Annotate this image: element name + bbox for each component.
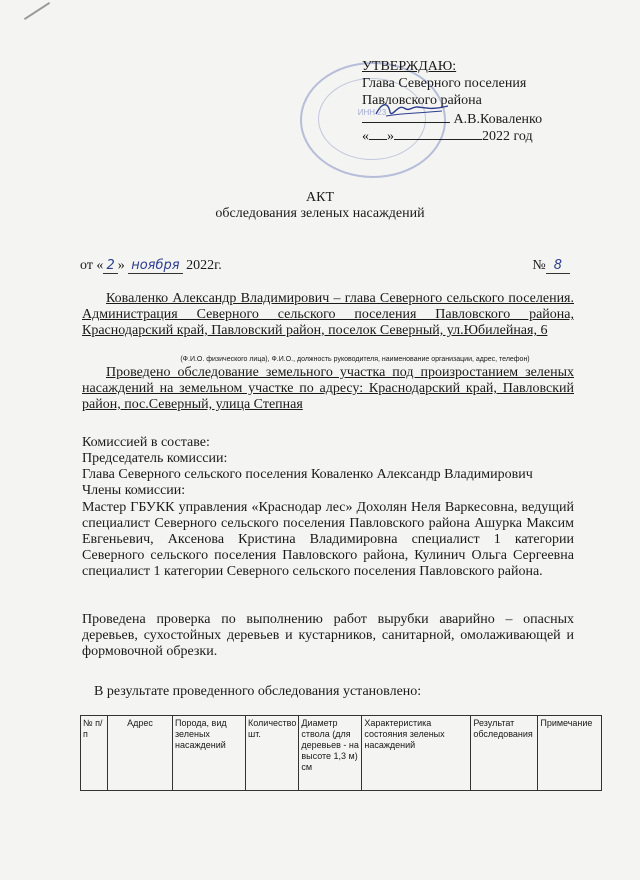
commission-members: Мастер ГБУКК управления «Краснодар лес» Дохолян Неля Варкесовна, ведущий специалист Северного сельского поселения Павловского района Ашурка Максим Евгеньевич, Аксенова Кристина Владимировна специалист 1 категории Северного сельского поселения Павловского района, Кулинич Ольга Сергеевна специалист 1 категории Северного сельского поселения Павловского района. [82,500,574,579]
header-species: Порода, вид зеленых насаждений [173,716,246,791]
approval-signer: А.В.Коваленко [453,112,543,127]
date-year: 2022г. [186,258,222,273]
header-number: № п/п [81,716,108,791]
date-prefix: от « [80,258,104,273]
stamp-text: ИНН 23 [357,108,387,117]
number-value: 8 [546,258,570,274]
check-paragraph: Проведена проверка по выполнению работ вырубки аварийно – опасных деревьев, сухостойных деревьев и кустарников, санитарной, омолаживающей и формовочной обрезки. [82,612,574,659]
date-close-quote: » [387,129,394,144]
date-month: ноября [128,258,182,274]
date-number-line [80,258,570,274]
approval-year: 2022 год [482,129,533,144]
header-condition: Характеристика состояния зеленых насаждений [362,716,471,791]
commission-block [82,435,582,499]
handwritten-signature [372,98,452,120]
header-result: Результат обследования [471,716,538,791]
inspection-paragraph: Проведено обследование земельного участка под произростанием зеленых насаждений на земельном участке по адресу: Краснодарский край, Павловский район, пос.Северный, улица Степная [82,365,574,412]
commission-chair-label: Председатель комиссии: [82,451,228,466]
header-diameter: Диаметр ствола (для деревьев - на высоте 1,3 м) см [299,716,362,791]
commission-chair: Глава Северного сельского поселения Коваленко Александр Владимирович [82,467,533,482]
commission-members-label: Члены комиссии: [82,483,186,498]
commission-title: Комиссией в составе: [82,435,210,450]
table-header-row [81,716,602,791]
date-day: 2 [103,258,117,274]
approval-date-line [362,128,622,145]
result-intro: В результате проведенного обследования установлено: [94,684,422,699]
header-address: Адрес [108,716,173,791]
document-number [532,258,570,274]
document-title: АКТ [306,190,334,205]
approval-line1: Глава Северного поселения [362,76,527,91]
scan-mark [24,2,50,20]
number-label: № [532,258,546,273]
applicant-caption: (Ф.И.О. физического лица), Ф.И.О., должность руководителя, наименование организации, адрес, телефон) [180,356,530,363]
approval-line2: Павловского района [362,93,482,108]
header-quantity: Количество шт. [246,716,299,791]
date-open-quote: « [362,129,369,144]
header-note: Примечание [538,716,602,791]
date-mid: » [117,258,125,273]
results-table [80,715,602,791]
document-subtitle: обследования зеленых насаждений [215,206,425,221]
approval-heading: УТВЕРЖДАЮ: [362,59,457,74]
applicant-paragraph: Коваленко Александр Владимирович – глава Северного сельского поселения. Администрация Северного сельского поселения Павловского района, Краснодарский край, Павловский район, поселок Северный, ул.Юбилейная, 6 [82,291,574,338]
